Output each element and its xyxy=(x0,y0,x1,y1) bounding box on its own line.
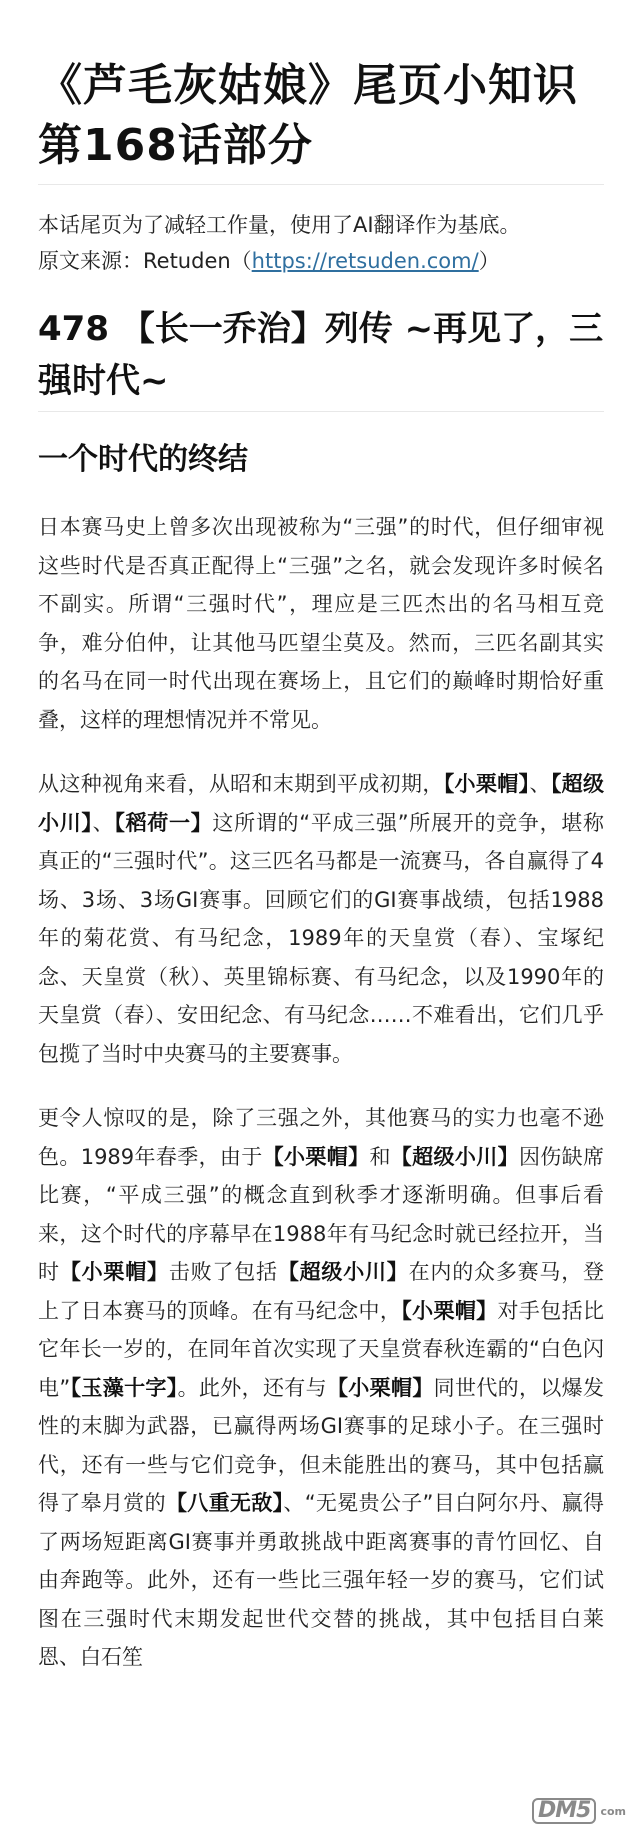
site-watermark xyxy=(532,1797,626,1825)
text-span: 、 xyxy=(529,772,551,796)
horse-name: 【稻荷一】 xyxy=(114,810,213,835)
intro-note xyxy=(38,207,604,279)
intro-line-2 xyxy=(38,243,604,279)
chapter-heading: 478 【长一乔治】列传 ~再见了，三强时代~ xyxy=(38,303,604,412)
text-span: 对手包括比它年长一岁的，在同年首次实现了天皇赏春秋连霸的“白色闪电” xyxy=(38,1298,605,1400)
horse-name: 【小栗帽】 xyxy=(262,1144,370,1169)
article xyxy=(38,0,604,1677)
text-span: 这所谓的“平成三强”所展开的竞争，堪称真正的“三强时代”。这三匹名马都是一流赛马，各自赢得了4场、3场、3场GI赛事。回顾它们的GI赛事战绩，包括1988年的菊花赏、有马纪念，1989年的天皇赏（春）、宝塚纪念、天皇赏（秋）、英里锦标赛、有马纪念，以及1990年的天皇赏（春）、安田纪念、有马纪念……不难看出，它们几乎包揽了当时中央赛马的主要赛事。 xyxy=(38,810,605,1066)
text-span: 更令人惊叹的是，除了三强之外，其他赛马的实力也毫不逊色。1989年春季，由于 xyxy=(38,1106,604,1169)
horse-name: 【超级小川】 xyxy=(390,1144,519,1169)
text-span: 同世代的，以爆发性的末脚为武器，已赢得两场GI赛事的足球小子。在三强时代，还有一些与它们竞争，但未能胜出的赛马，其中包括赢得了皋月赏的 xyxy=(38,1375,605,1515)
horse-name: 【超级小川】 xyxy=(38,772,605,835)
horse-name: 【小栗帽】 xyxy=(443,772,530,796)
text-span: 在内的众多赛马，登上了日本赛马的顶峰。在有马纪念中， xyxy=(38,1260,605,1323)
paragraph-1: 日本赛马史上曾多次出现被称为“三强”的时代，但仔细审视这些时代是否真正配得上“三强”之名，就会发现许多时候名不副实。所谓“三强时代”，理应是三匹杰出的名马相互竞争，难分伯仲，让其他马匹望尘莫及。然而，三匹名副其实的名马在同一时代出现在赛场上，且它们的巅峰时期恰好重叠，这样的理想情况并不常见。 xyxy=(38,515,604,732)
source-label: 原文来源：Retuden（ xyxy=(38,249,252,273)
text-span: 和 xyxy=(369,1144,391,1169)
horse-name: 【超级小川】 xyxy=(277,1260,409,1284)
paragraph-2 xyxy=(38,765,604,1073)
horse-name: 【小栗帽】 xyxy=(59,1260,169,1284)
paragraph-3 xyxy=(38,1099,604,1677)
horse-name: 【小栗帽】 xyxy=(326,1375,434,1400)
text-span: 因伤缺席比赛，“平成三强”的概念直到秋季才逐渐明确。但事后看来，这个时代的序幕早在1988年有马纪念时就已经拉开，当时 xyxy=(38,1144,605,1284)
text-span: 、 xyxy=(92,810,115,835)
text-span: 。此外，还有与 xyxy=(177,1375,327,1400)
intro-line-1: 本话尾页为了减轻工作量，使用了AI翻译作为基底。 xyxy=(38,213,521,237)
watermark-logo: DM5 xyxy=(532,1798,596,1824)
text-span: 从这种视角来看，从昭和末期到平成初期， xyxy=(38,772,444,796)
source-link[interactable]: https://retsuden.com/ xyxy=(251,249,479,273)
text-span: 、“无冕贵公子”目白阿尔丹、赢得了两场短距离GI赛事并勇敢挑战中距离赛事的青竹回忆、自由奔跑等。此外，还有一些比三强年轻一岁的赛马，它们试图在三强时代末期发起世代交替的挑战，其中包括目白莱恩、白石笙 xyxy=(38,1491,605,1669)
horse-name: 【小栗帽】 xyxy=(401,1298,498,1323)
text-span: 击败了包括 xyxy=(168,1260,278,1284)
source-suffix: ） xyxy=(478,249,500,273)
page-title: 《芦毛灰姑娘》尾页小知识 第168话部分 xyxy=(38,0,604,185)
watermark-domain: com xyxy=(600,1804,626,1818)
section-heading: 一个时代的终结 xyxy=(38,442,248,477)
horse-name: 【玉藻十字】 xyxy=(70,1375,178,1400)
horse-name: 【八重无敌】 xyxy=(165,1491,284,1515)
